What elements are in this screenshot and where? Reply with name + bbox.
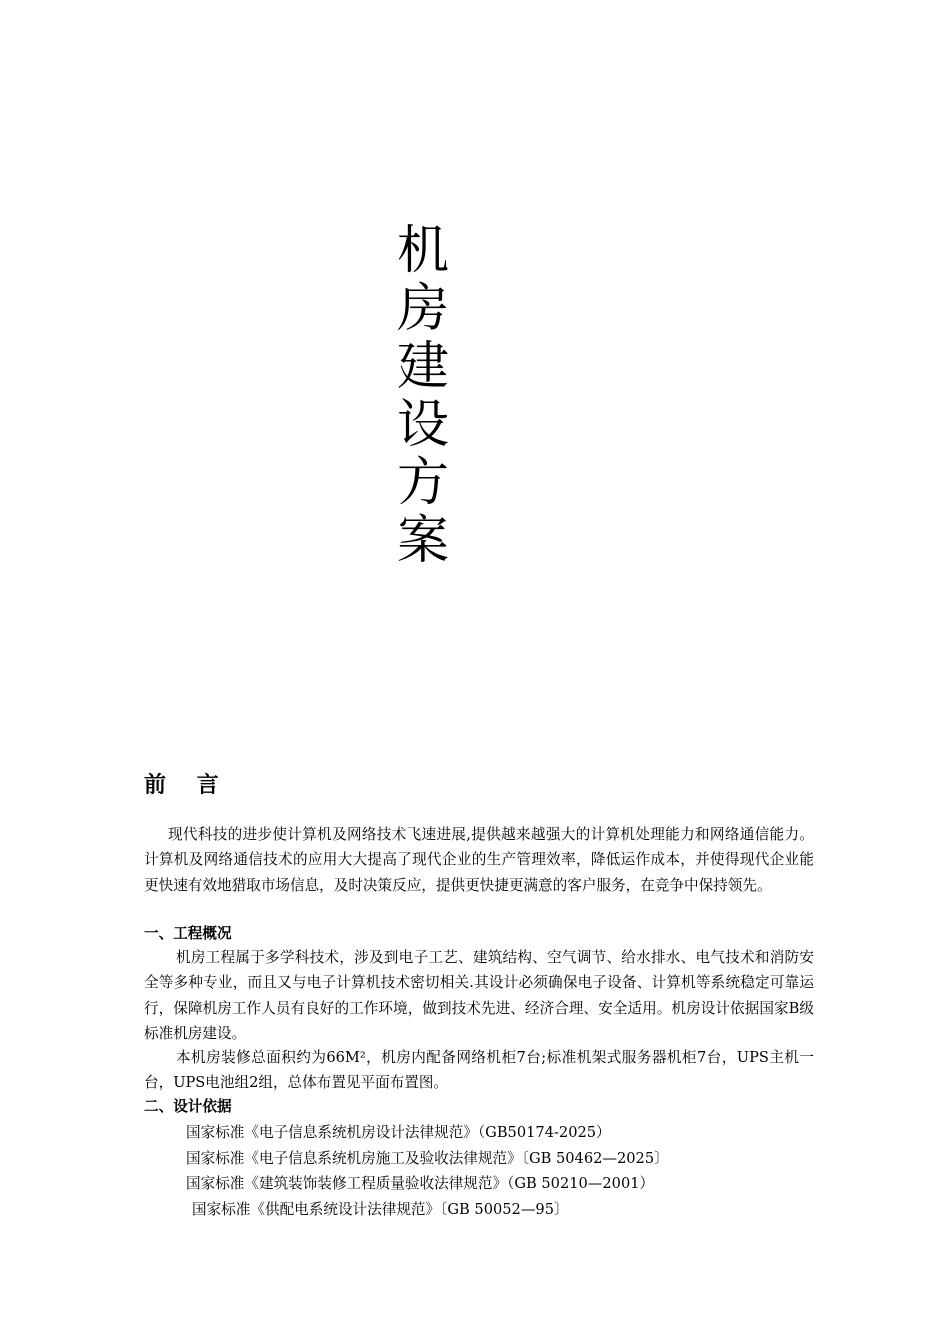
cover-title-char: 建	[396, 337, 449, 397]
cover-title-char: 房	[396, 279, 449, 339]
cover-title-char: 案	[396, 511, 449, 571]
cover-title-char: 设	[396, 395, 449, 455]
list-item: 国家标准《供配电系统设计法律规范》〔GB 50052—95〕	[192, 1200, 569, 1218]
design-standards-list	[186, 1120, 669, 1222]
section-1-paragraph-2: 本机房装修总面积约为66M²，机房内配备网络机柜7台;标准机架式服务器机柜7台，UPS主机一台，UPS电池组2组，总体布置见平面布置图。	[144, 1049, 814, 1092]
list-item: 国家标准《建筑装饰装修工程质量验收法律规范》（GB 50210—2001）	[186, 1175, 655, 1192]
list-item: 国家标准《电子信息系统机房设计法律规范》（GB50174-2025）	[186, 1124, 611, 1141]
section-2-heading: 二、设计依据	[144, 1098, 232, 1115]
list-item: 国家标准《电子信息系统机房施工及验收法律规范》〔GB 50462—2025〕	[186, 1149, 669, 1167]
preface-intro-paragraph: 现代科技的进步使计算机及网络技术飞速进展,提供越来越强大的计算机处理能力和网络通信能力。计算机及网络通信技术的应用大大提高了现代企业的生产管理效率，降低运作成本，并使得现代企业能更快速有效地猎取市场信息，及时决策反应，提供更快捷更满意的客户服务，在竞争中保持领先。	[144, 826, 814, 894]
preface-heading: 前 言	[144, 773, 219, 798]
section-1-heading: 一、工程概况	[144, 925, 232, 942]
cover-title-char: 方	[396, 453, 449, 513]
cover-title	[392, 222, 454, 570]
cover-title-char: 机	[396, 221, 449, 281]
section-1-paragraph-1: 机房工程属于多学科技术，涉及到电子工艺、建筑结构、空气调节、给水排水、电气技术和消防安全等多种专业，而且又与电子计算机技术密切相关.其设计必须确保电子设备、计算机等系统稳定可靠运行，保障机房工作人员有良好的工作环境，做到技术先进、经济合理、安全适用。机房设计依据国家B级标准机房建设。	[144, 949, 814, 1042]
